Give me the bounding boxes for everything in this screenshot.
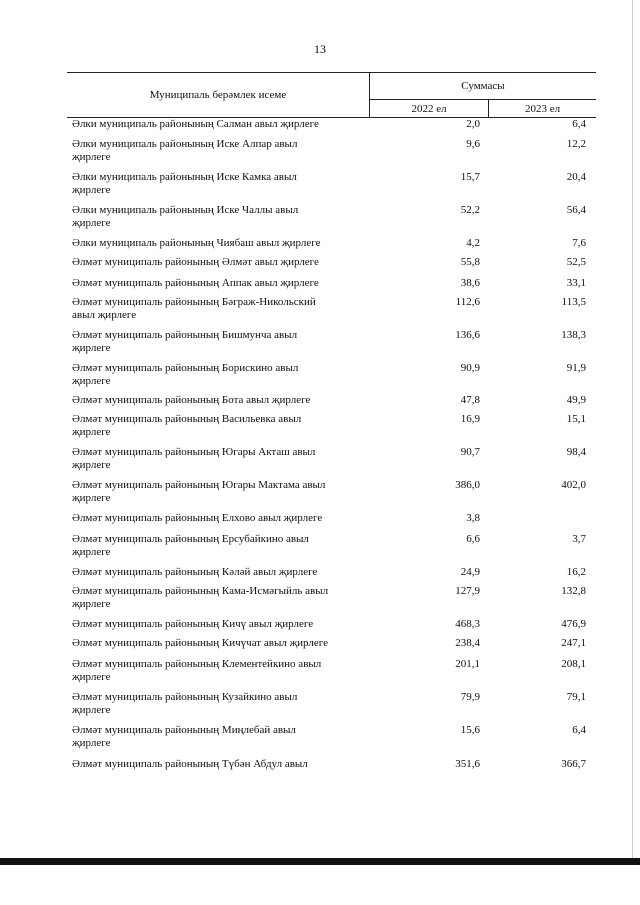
municipality-name-line: җирлеге	[72, 426, 111, 438]
value-2023: 6,4	[572, 724, 586, 736]
scan-edge-line	[632, 0, 633, 858]
municipality-name	[72, 204, 372, 230]
column-header-year-2023: 2023 ел	[524, 102, 561, 115]
value-2023: 476,9	[561, 618, 586, 630]
value-2022: 52,2	[460, 204, 480, 216]
municipality-name	[72, 479, 372, 505]
municipality-name-line: җирлеге	[72, 151, 111, 163]
municipality-name	[72, 237, 372, 250]
value-2023: 6,4	[572, 118, 586, 130]
municipality-name-line: Әлмәт муниципаль районының Кәләй авыл җирлеге	[72, 566, 318, 578]
column-header-year-2022: 2022 ел	[370, 100, 489, 117]
municipality-name	[72, 329, 372, 355]
municipality-name-line: Әлмәт муниципаль районының Югары Мактама авыл	[72, 479, 326, 491]
municipality-name-line: Әлмәт муниципаль районының Бәграж-Никольский	[72, 296, 316, 308]
column-header-name: Муниципаль берәмлек исеме	[67, 73, 370, 117]
column-header-sum	[370, 73, 596, 117]
value-2023: 366,7	[561, 758, 586, 770]
value-2023: 79,1	[566, 691, 586, 703]
value-2022: 16,9	[460, 413, 480, 425]
value-2022: 90,7	[460, 446, 480, 458]
value-2022: 79,9	[460, 691, 480, 703]
municipality-name-line: Әлки муниципаль районының Чиябаш авыл җирлеге	[72, 237, 321, 249]
municipality-name	[72, 138, 372, 164]
municipality-name-line: җирлеге	[72, 184, 111, 196]
municipality-name-line: Әлмәт муниципаль районының Әлмәт авыл җирлеге	[72, 256, 319, 268]
value-2023: 247,1	[561, 637, 586, 649]
municipality-name-line: Әлмәт муниципаль районының Кичүчат авыл җирлеге	[72, 637, 329, 649]
municipality-name	[72, 362, 372, 388]
value-2022: 468,3	[455, 618, 480, 630]
value-2023: 52,5	[566, 256, 586, 268]
municipality-name-line: Әлмәт муниципаль районының Бота авыл җирлеге	[72, 394, 311, 406]
value-2023: 113,5	[561, 296, 586, 308]
value-2022: 2,0	[466, 118, 480, 130]
scan-bottom-bar	[0, 858, 640, 865]
municipality-name-line: Әлки муниципаль районының Салман авыл җирлеге	[72, 118, 319, 130]
municipality-name	[72, 566, 372, 579]
value-2022: 238,4	[455, 637, 480, 649]
municipality-name-line: җирлеге	[72, 492, 111, 504]
municipality-name-line: авыл җирлеге	[72, 309, 137, 321]
value-2022: 38,6	[460, 277, 480, 289]
value-2023: 49,9	[566, 394, 586, 406]
value-2022: 386,0	[455, 479, 480, 491]
value-2022: 15,6	[460, 724, 480, 736]
value-2022: 6,6	[466, 533, 480, 545]
municipality-name-line: җирлеге	[72, 217, 111, 229]
value-2023: 208,1	[561, 658, 586, 670]
page-number: 13	[314, 42, 326, 56]
municipality-name-line: Әлмәт муниципаль районының Борискино авыл	[72, 362, 299, 374]
municipality-name	[72, 533, 372, 559]
value-2022: 90,9	[460, 362, 480, 374]
municipality-name-line: җирлеге	[72, 375, 111, 387]
table-header	[67, 72, 596, 118]
value-2022: 9,6	[466, 138, 480, 150]
column-header-sum-title: Суммасы	[370, 73, 596, 100]
municipality-name	[72, 394, 372, 407]
value-2022: 136,6	[455, 329, 480, 341]
municipality-name	[72, 691, 372, 717]
value-2022: 15,7	[460, 171, 480, 183]
municipality-name	[72, 296, 372, 322]
municipality-name	[72, 585, 372, 611]
municipality-name-line: җирлеге	[72, 459, 111, 471]
value-2023: 138,3	[561, 329, 586, 341]
municipality-name-line: Әлмәт муниципаль районының Югары Акташ авыл	[72, 446, 316, 458]
municipality-name	[72, 446, 372, 472]
value-2023: 56,4	[566, 204, 586, 216]
municipality-name-line: Әлмәт муниципаль районының Кичү авыл җирлеге	[72, 618, 314, 630]
municipality-name-line: җирлеге	[72, 546, 111, 558]
value-2022: 4,2	[466, 237, 480, 249]
value-2023: 91,9	[566, 362, 586, 374]
municipality-name-line: Әлмәт муниципаль районының Васильевка авыл	[72, 413, 302, 425]
municipality-name	[72, 413, 372, 439]
municipality-name-line: җирлеге	[72, 671, 111, 683]
municipality-name	[72, 658, 372, 684]
municipality-name	[72, 512, 372, 525]
municipality-name	[72, 758, 372, 771]
municipality-name-line: Әлмәт муниципаль районының Елхово авыл җирлеге	[72, 512, 323, 524]
value-2022: 112,6	[455, 296, 480, 308]
value-2023: 20,4	[566, 171, 586, 183]
municipality-name-line: Әлмәт муниципаль районының Ерсубайкино авыл	[72, 533, 309, 545]
municipality-name-line: Әлки муниципаль районының Иске Чаллы авыл	[72, 204, 299, 216]
municipality-name-line: Әлмәт муниципаль районының Бишмунча авыл	[72, 329, 298, 341]
value-2022: 201,1	[455, 658, 480, 670]
municipality-name	[72, 637, 372, 650]
municipality-name-line: җирлеге	[72, 704, 111, 716]
municipality-name-line: Әлмәт муниципаль районының Түбән Абдул авыл	[72, 758, 308, 770]
value-2023: 7,6	[572, 237, 586, 249]
value-2023: 16,2	[566, 566, 586, 578]
municipality-name	[72, 171, 372, 197]
value-2022: 351,6	[455, 758, 480, 770]
municipality-name-line: җирлеге	[72, 598, 111, 610]
value-2023: 12,2	[566, 138, 586, 150]
municipality-name	[72, 118, 372, 131]
value-2023: 98,4	[566, 446, 586, 458]
value-2023: 3,7	[572, 533, 586, 545]
municipality-name-line: җирлеге	[72, 342, 111, 354]
municipality-name	[72, 277, 372, 290]
value-2022: 127,9	[455, 585, 480, 597]
value-2022: 3,8	[466, 512, 480, 524]
value-2023: 15,1	[566, 413, 586, 425]
value-2022: 55,8	[460, 256, 480, 268]
municipality-name	[72, 724, 372, 750]
municipality-name	[72, 618, 372, 631]
value-2023: 132,8	[561, 585, 586, 597]
municipality-name-line: Әлмәт муниципаль районының Кузайкино авыл	[72, 691, 298, 703]
municipality-name-line: Әлмәт муниципаль районының Кама-Исмәгыйль авыл	[72, 585, 329, 597]
municipality-name-line: Әлки муниципаль районының Иске Алпар авыл	[72, 138, 298, 150]
column-header-years	[370, 100, 596, 117]
value-2022: 47,8	[460, 394, 480, 406]
value-2023: 33,1	[566, 277, 586, 289]
municipality-name	[72, 256, 372, 269]
municipality-name-line: Әлмәт муниципаль районының Аппак авыл җирлеге	[72, 277, 319, 289]
value-2023: 402,0	[561, 479, 586, 491]
municipality-name-line: җирлеге	[72, 737, 111, 749]
municipality-name-line: Әлмәт муниципаль районының Миңлебай авыл	[72, 724, 296, 736]
value-2022: 24,9	[460, 566, 480, 578]
municipality-name-line: Әлмәт муниципаль районының Клементейкино авыл	[72, 658, 322, 670]
municipality-name-line: Әлки муниципаль районының Иске Камка авыл	[72, 171, 297, 183]
